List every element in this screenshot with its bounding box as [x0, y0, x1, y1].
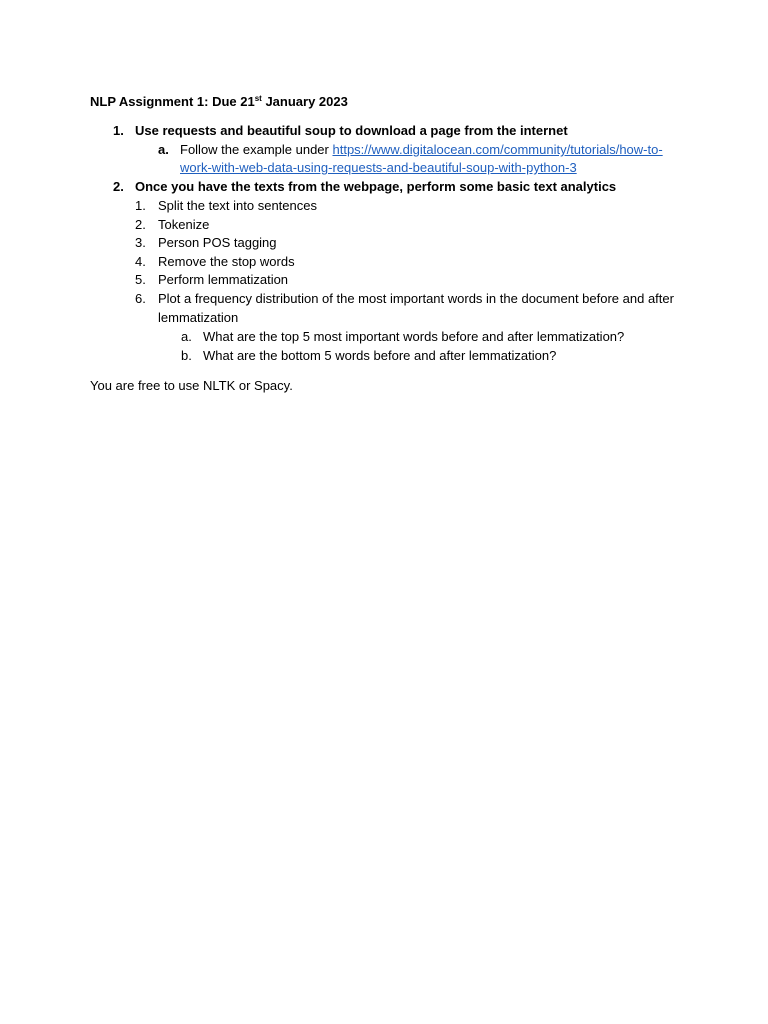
- tutorial-link-continued[interactable]: work-with-web-data-using-requests-and-beautiful-soup-with-python-3: [180, 160, 577, 175]
- step-5-number: 5.: [135, 272, 146, 287]
- item-2-number: 2.: [113, 179, 124, 194]
- step-4-text: Remove the stop words: [158, 254, 295, 269]
- item-1a-text: Follow the example under https://www.digitalocean.com/community/tutorials/how-to-: [180, 142, 663, 157]
- step-1-number: 1.: [135, 198, 146, 213]
- step-6-text-continued: lemmatization: [158, 310, 239, 325]
- item-1-text: Use requests and beautiful soup to download a page from the internet: [135, 123, 568, 138]
- tutorial-link[interactable]: https://www.digitalocean.com/community/tutorials/how-to-: [332, 142, 663, 157]
- question-a-letter: a.: [181, 329, 192, 344]
- footer-note: You are free to use NLTK or Spacy.: [90, 378, 293, 393]
- step-6-number: 6.: [135, 291, 146, 306]
- step-1-text: Split the text into sentences: [158, 198, 317, 213]
- step-3-number: 3.: [135, 235, 146, 250]
- question-a-text: What are the top 5 most important words before and after lemmatization?: [203, 329, 625, 344]
- question-b-text: What are the bottom 5 words before and after lemmatization?: [203, 348, 557, 363]
- title-superscript: st: [254, 94, 262, 103]
- item-2-text: Once you have the texts from the webpage, perform some basic text analytics: [135, 179, 617, 194]
- item-1a-link-continued: [180, 159, 577, 177]
- item-1-number: 1.: [113, 123, 124, 138]
- step-6-text: Plot a frequency distribution of the most important words in the document before and after: [158, 291, 674, 306]
- step-2-text: Tokenize: [158, 217, 210, 232]
- step-4-number: 4.: [135, 254, 146, 269]
- item-1a-letter: a.: [158, 142, 169, 157]
- question-b-letter: b.: [181, 348, 192, 363]
- page-title: NLP Assignment 1: Due 21st January 2023: [90, 94, 348, 109]
- step-2-number: 2.: [135, 217, 146, 232]
- step-5-text: Perform lemmatization: [158, 272, 289, 287]
- step-3-text: Person POS tagging: [158, 235, 277, 250]
